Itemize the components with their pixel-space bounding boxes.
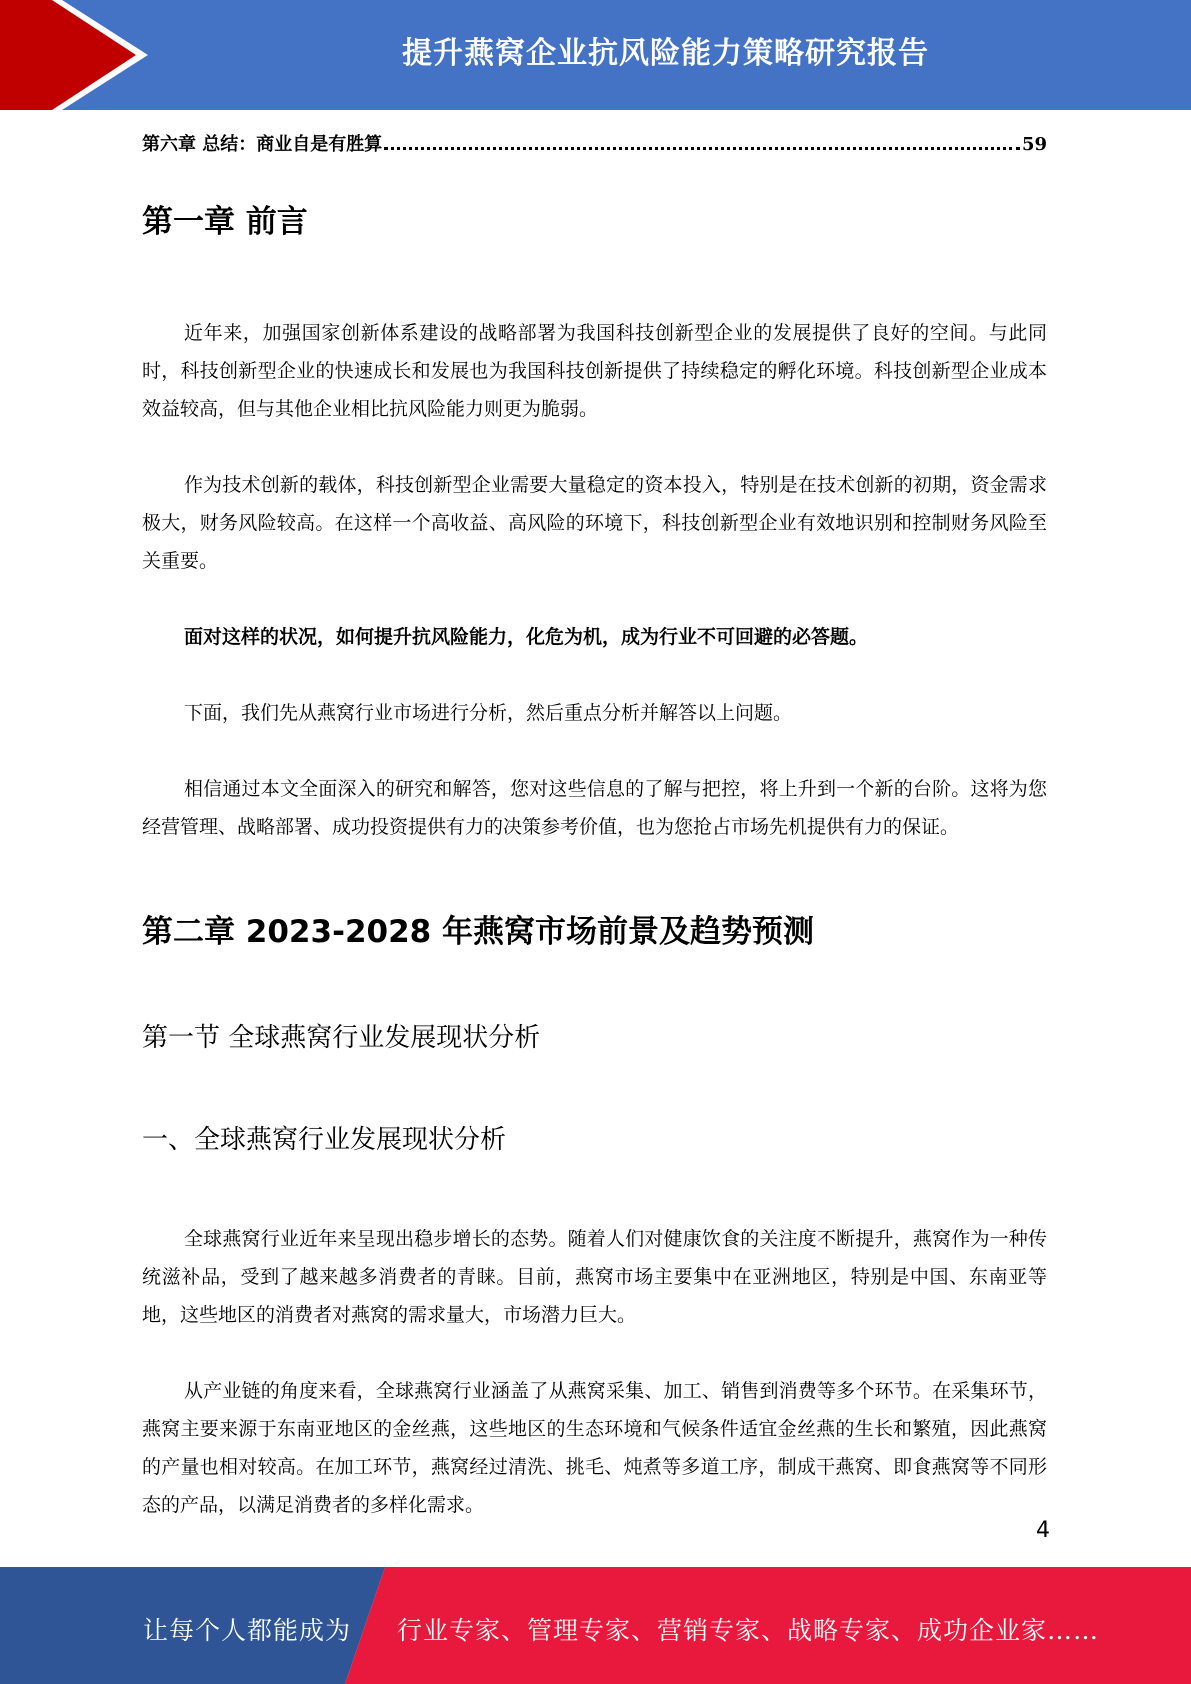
chapter-2-title: 第二章 2023-2028 年燕窝市场前景及趋势预测	[142, 914, 815, 950]
page-number: 4	[1036, 1518, 1050, 1543]
page-footer	[0, 1567, 1191, 1684]
toc-entry[interactable]	[142, 130, 1047, 156]
page-header	[0, 0, 1191, 110]
footer-slogan-left: 让每个人都能成为	[143, 1616, 352, 1645]
document-body	[142, 196, 1047, 1524]
section-1-title: 第一节 全球燕窝行业发展现状分析	[142, 1023, 541, 1053]
toc-entry-page: 59	[1021, 134, 1047, 155]
chapter-1-paragraph-3: 面对这样的状况，如何提升抗风险能力，化危为机，成为行业不可回避的必答题。	[184, 626, 869, 648]
toc-entry-label: 第六章 总结：商业自是有胜算	[142, 134, 383, 155]
header-chevron-icon	[0, 0, 160, 110]
subsection-1-title: 一、全球燕窝行业发展现状分析	[142, 1125, 507, 1155]
chapter-1-paragraph-1: 近年来，加强国家创新体系建设的战略部署为我国科技创新型企业的发展提供了良好的空间。与此同时，科技创新型企业的快速成长和发展也为我国科技创新提供了持续稳定的孵化环境。科技创新型企业成本效益较高，但与其他企业相比抗风险能力则更为脆弱。	[142, 322, 1047, 420]
footer-slogan-right: 行业专家、管理专家、营销专家、战略专家、成功企业家……	[397, 1616, 1100, 1645]
chapter-1-title: 第一章 前言	[142, 204, 308, 240]
chapter-2-paragraph-1: 全球燕窝行业近年来呈现出稳步增长的态势。随着人们对健康饮食的关注度不断提升，燕窝作为一种传统滋补品，受到了越来越多消费者的青睐。目前，燕窝市场主要集中在亚洲地区，特别是中国、东南亚等地，这些地区的消费者对燕窝的需求量大，市场潜力巨大。	[142, 1228, 1047, 1326]
toc-leader-dots	[384, 133, 1020, 150]
report-title: 提升燕窝企业抗风险能力策略研究报告	[402, 36, 929, 71]
chapter-1-paragraph-5: 相信通过本文全面深入的研究和解答，您对这些信息的了解与把控，将上升到一个新的台阶。这将为您经营管理、战略部署、成功投资提供有力的决策参考价值，也为您抢占市场先机提供有力的保证。	[142, 778, 1047, 838]
chapter-2-paragraph-2: 从产业链的角度来看，全球燕窝行业涵盖了从燕窝采集、加工、销售到消费等多个环节。在采集环节，燕窝主要来源于东南亚地区的金丝燕，这些地区的生态环境和气候条件适宜金丝燕的生长和繁殖，因此燕窝的产量也相对较高。在加工环节，燕窝经过清洗、挑毛、炖煮等多道工序，制成干燕窝、即食燕窝等不同形态的产品，以满足消费者的多样化需求。	[142, 1380, 1047, 1516]
chapter-1-paragraph-2: 作为技术创新的载体，科技创新型企业需要大量稳定的资本投入，特别是在技术创新的初期，资金需求极大，财务风险较高。在这样一个高收益、高风险的环境下，科技创新型企业有效地识别和控制财务风险至关重要。	[142, 474, 1047, 572]
chapter-1-paragraph-4: 下面，我们先从燕窝行业市场进行分析，然后重点分析并解答以上问题。	[184, 702, 793, 724]
